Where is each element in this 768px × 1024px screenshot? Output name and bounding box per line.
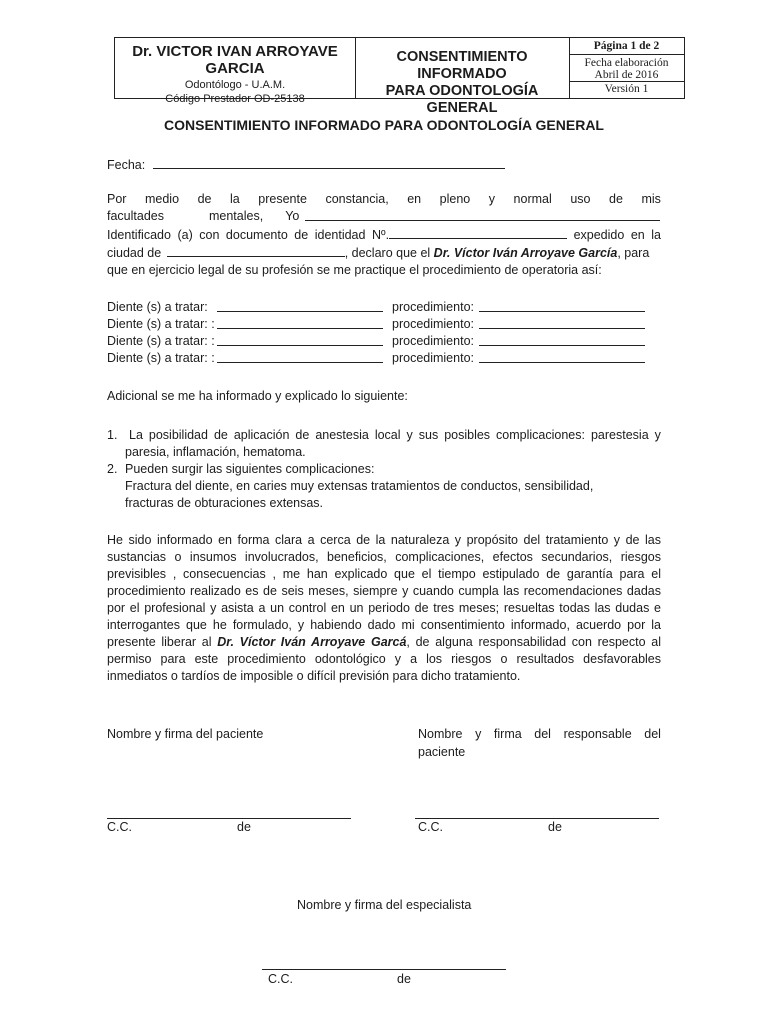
tooth-field[interactable]: [217, 351, 383, 363]
intro-line-1: Por medio de la presente constancia, en pleno y normal uso de mis: [107, 192, 661, 206]
consent-para-line: sustancias o insumos involucrados, beneficios, complicaciones, efectos secundarios, riesgos: [107, 550, 661, 564]
intro-line-3: Identificado (a) con documento de identidad Nº. expedido en la: [107, 228, 661, 242]
page-number: Página 1 de 2: [569, 38, 684, 55]
header-meta-cell: [569, 38, 684, 98]
list-item-1-line-1: La posibilidad de aplicación de anestesia local y sus posibles complicaciones: parestesia y: [129, 428, 661, 442]
tooth-row: Diente (s) a tratar: : procedimiento:: [107, 317, 215, 331]
intro-line-5: que en ejercicio legal de su profesión se me practique el procedimiento de operatoria así:: [107, 263, 602, 277]
list-item-2-line-1: Pueden surgir las siguientes complicaciones:: [125, 462, 375, 476]
responsible-signature-label: Nombre y firma del responsable del: [418, 727, 661, 741]
patient-cc-de: de: [237, 820, 251, 834]
elaboration-date: Abril de 2016: [594, 69, 659, 81]
fecha-row: [107, 157, 505, 172]
consent-para-line: permiso para este procedimiento odontológico y a los riesgos o resultados desfavorables: [107, 652, 661, 666]
page-title: CONSENTIMIENTO INFORMADO PARA ODONTOLOGÍA GENERAL: [164, 117, 604, 133]
responsible-signature-line[interactable]: [415, 818, 659, 819]
tooth-row: Diente (s) a tratar: procedimiento:: [107, 300, 208, 314]
tooth-field[interactable]: [217, 300, 383, 312]
id-number-field[interactable]: [389, 227, 567, 239]
list-item-2-line-3: fracturas de obturaciones extensas.: [125, 496, 324, 510]
elaboration-label: Fecha elaboración: [584, 57, 669, 69]
list-item-1-line-2: paresia, inflamación, hematoma.: [125, 445, 306, 459]
doctor-profession: Odontólogo - U.A.M.: [184, 79, 286, 91]
doctor-name: Dr. VICTOR IVAN ARROYAVE GARCIA: [132, 43, 338, 77]
tooth-field[interactable]: [217, 334, 383, 346]
doctor-reference: Dr. Víctor Iván Arroyave García: [433, 246, 618, 260]
specialist-cc-de: de: [397, 972, 411, 986]
procedure-field[interactable]: [479, 351, 645, 363]
doctor-reference: Dr. Víctor Iván Arroyave Garcá: [217, 635, 407, 649]
consent-para-line: previsibles , consecuencias , me han explicado que el tiempo estipulado de garantía para el: [107, 567, 661, 581]
fecha-label: Fecha:: [107, 158, 146, 172]
specialist-cc-label: C.C.: [268, 972, 293, 986]
city-field[interactable]: [167, 245, 345, 257]
list-item-2-line-2: Fractura del diente, en caries muy extensas tratamientos de conductos, sensibilidad,: [125, 479, 594, 493]
header-title-line1: CONSENTIMIENTO INFORMADO: [396, 49, 528, 82]
version-label: Versión 1: [604, 83, 649, 95]
elaboration-date-box: [569, 55, 684, 82]
responsible-cc-de: de: [548, 820, 562, 834]
specialist-signature-line[interactable]: [262, 969, 506, 970]
procedure-field[interactable]: [479, 334, 645, 346]
list-item-1-number: 1.: [107, 428, 118, 442]
fecha-field[interactable]: [153, 157, 505, 169]
tooth-row: Diente (s) a tratar: : procedimiento:: [107, 351, 215, 365]
document-header: [114, 37, 685, 116]
consent-para-line: por el profesional y asista a un control en un periodo de tres meses; resueltas todas las dudas e: [107, 601, 661, 615]
patient-cc-label: C.C.: [107, 820, 132, 834]
list-item-2-number: 2.: [107, 462, 118, 476]
patient-signature-label: Nombre y firma del paciente: [107, 727, 264, 741]
intro-line-4: ciudad de , declaro que el Dr. Víctor Iván Arroyave García, para: [107, 246, 650, 260]
procedure-field[interactable]: [479, 300, 645, 312]
tooth-field[interactable]: [217, 317, 383, 329]
consent-para-line: procedimiento realizado es de seis meses, siempre y cuando cumpla las recomendaciones dadas: [107, 584, 661, 598]
consent-para-line: inmediatos o tardíos de imposible o difícil previsión para dicho tratamiento.: [107, 669, 521, 683]
specialist-signature-label: Nombre y firma del especialista: [297, 898, 472, 912]
consent-para-line: interrogantes que he formulado, y habiendo dado mi consentimiento informado, acuerdo por la: [107, 618, 661, 632]
intro-line-2: facultades mentales, Yo: [107, 209, 299, 223]
header-title-cell: [355, 38, 570, 116]
provider-code: Código Prestador OD-25138: [165, 93, 305, 105]
tooth-row: Diente (s) a tratar: : procedimiento:: [107, 334, 215, 348]
patient-signature-line[interactable]: [107, 818, 351, 819]
patient-name-field[interactable]: [305, 209, 660, 221]
additional-info-heading: Adicional se me ha informado y explicado lo siguiente:: [107, 389, 408, 403]
header-doctor-cell: [115, 38, 356, 105]
consent-para-line: He sido informado en forma clara a cerca de la naturaleza y propósito del tratamiento y de las: [107, 533, 661, 547]
procedure-field[interactable]: [479, 317, 645, 329]
responsible-cc-label: C.C.: [418, 820, 443, 834]
responsible-signature-label-2: paciente: [418, 745, 466, 759]
header-title-line2: PARA ODONTOLOGÍA GENERAL: [385, 83, 539, 116]
consent-para-line: presente liberar al Dr. Víctor Iván Arroyave Garcá, de alguna responsabilidad con respecto al: [107, 635, 662, 649]
